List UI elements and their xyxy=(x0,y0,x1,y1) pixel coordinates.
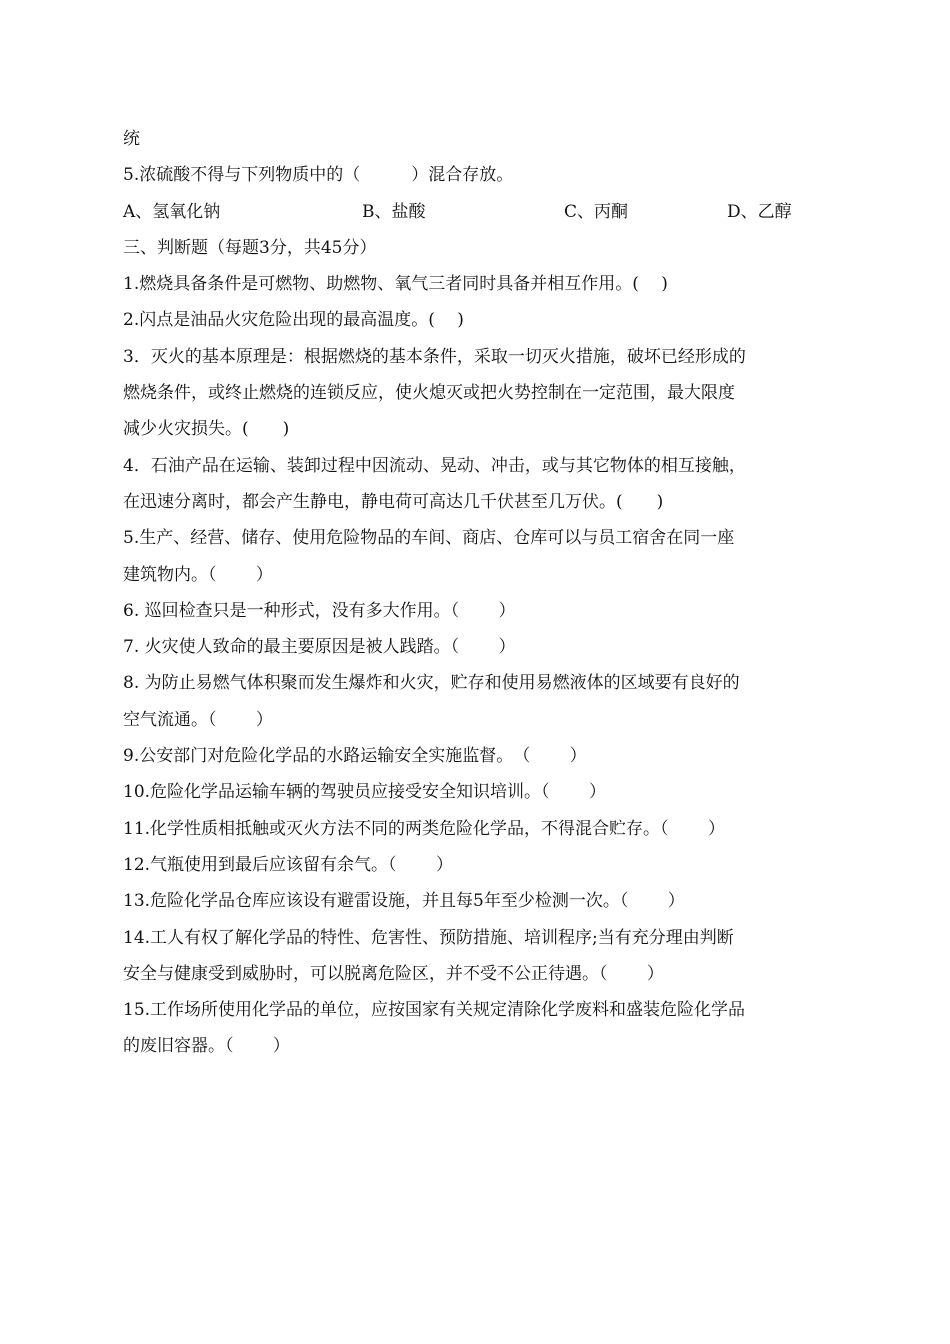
judgment-question-3-line-1: 3．灭火的基本原理是：根据燃烧的基本条件，采取一切灭火措施，破坏已经形成的 xyxy=(123,346,746,367)
judgment-question-12: 12.气瓶使用到最后应该留有余气。（ ） xyxy=(123,854,453,875)
judgment-question-1: 1.燃烧具备条件是可燃物、助燃物、氧气三者同时具备并相互作用。( ) xyxy=(123,274,668,295)
option-b: B、盐酸 xyxy=(362,201,426,222)
judgment-question-9: 9.公安部门对危险化学品的水路运输安全实施监督。 （ ） xyxy=(123,746,587,767)
judgment-question-7: 7. 火灾使人致命的最主要原因是被人践踏。（ ） xyxy=(123,637,516,658)
judgment-question-10: 10.危险化学品运输车辆的驾驶员应接受安全知识培训。（ ） xyxy=(123,782,606,803)
judgment-question-11: 11.化学性质相抵触或灭火方法不同的两类危险化学品，不得混合贮存。（ ） xyxy=(123,818,725,839)
question-5-options xyxy=(123,194,833,230)
question-5-multiple-choice: 5.浓硫酸不得与下列物质中的（ ）混合存放。 xyxy=(123,165,514,186)
judgment-question-14-line-2: 安全与健康受到威胁时，可以脱离危险区，并不受不公正待遇。（ ） xyxy=(123,963,664,984)
judgment-question-4-line-1: 4．石油产品在运输、装卸过程中因流动、晃动、冲击，或与其它物体的相互接触， xyxy=(123,455,746,476)
judgment-question-14-line-1: 14.工人有权了解化学品的特性、危害性、预防措施、培训程序;当有充分理由判断 xyxy=(123,927,734,948)
text-line-continuation: 统 xyxy=(123,129,140,149)
judgment-question-3-line-2: 燃烧条件，或终止燃烧的连锁反应，使火熄灭或把火势控制在一定范围，最大限度 xyxy=(123,383,735,404)
section-heading-true-false: 三、判断题（每题3分，共45分） xyxy=(123,237,377,258)
judgment-question-15-line-1: 15.工作场所使用化学品的单位，应按国家有关规定清除化学废料和盛装危险化学品 xyxy=(123,1000,746,1021)
judgment-question-5-line-2: 建筑物内。（ ） xyxy=(123,564,273,585)
judgment-question-6: 6. 巡回检查只是一种形式，没有多大作用。（ ） xyxy=(123,600,516,621)
option-d: D、乙醇 xyxy=(727,201,792,222)
document-body xyxy=(123,121,833,1065)
judgment-question-8-line-1: 8. 为防止易燃气体积聚而发生爆炸和火灾，贮存和使用易燃液体的区域要有良好的 xyxy=(123,673,740,694)
judgment-question-3-line-3: 减少火灾损失。( ) xyxy=(123,419,290,440)
judgment-question-15-line-2: 的废旧容器。（ ） xyxy=(123,1036,290,1057)
judgment-question-2: 2.闪点是油品火灾危险出现的最高温度。( ) xyxy=(123,310,464,331)
judgment-question-4-line-2: 在迅速分离时，都会产生静电，静电荷可高达几千伏甚至几万伏。( ) xyxy=(123,491,664,512)
judgment-question-5-line-1: 5.生产、经营、储存、使用危险物品的车间、商店、仓库可以与员工宿舍在同一座 xyxy=(123,528,735,549)
judgment-question-8-line-2: 空气流通。（ ） xyxy=(123,709,273,730)
option-a: A、氢氧化钠 xyxy=(123,201,221,222)
judgment-question-13: 13.危险化学品仓库应该设有避雷设施，并且每5年至少检测一次。（ ） xyxy=(123,891,685,912)
option-c: C、丙酮 xyxy=(564,201,629,222)
